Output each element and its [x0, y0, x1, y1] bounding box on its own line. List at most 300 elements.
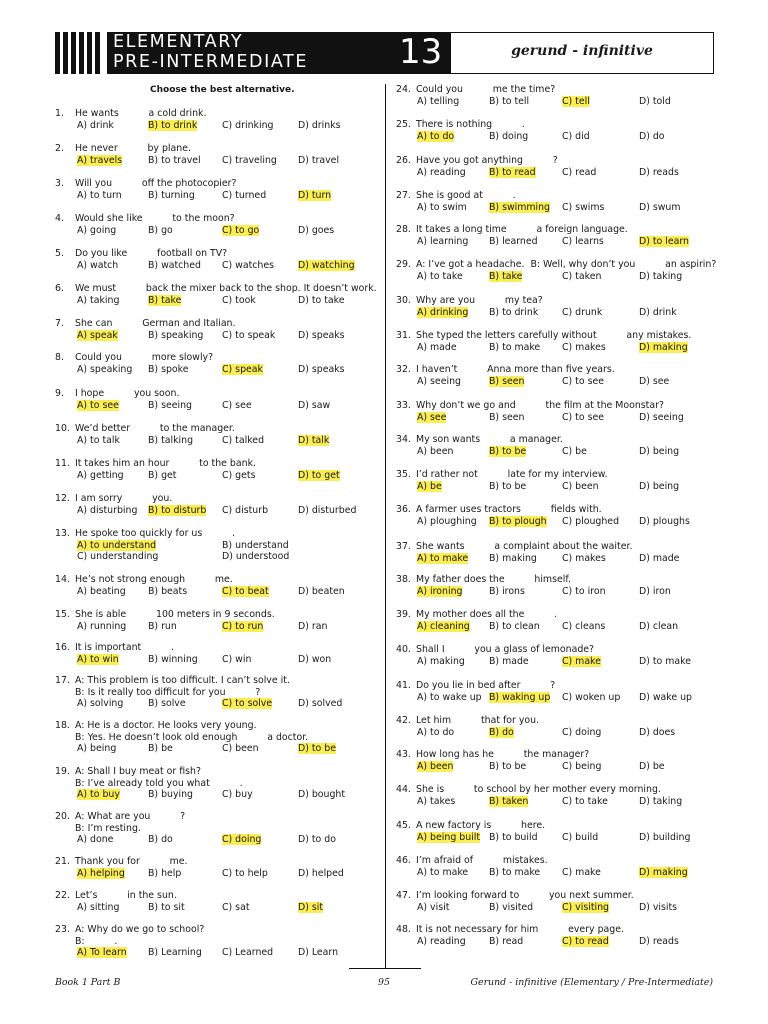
answer-option[interactable] — [77, 120, 114, 132]
answer-option[interactable] — [148, 435, 193, 447]
option-text: B) seeing — [148, 399, 192, 411]
answer-option[interactable] — [489, 867, 540, 879]
answer-option[interactable] — [417, 761, 453, 773]
answer-option[interactable] — [489, 692, 550, 704]
answer-option[interactable] — [417, 307, 468, 319]
answer-option[interactable] — [222, 364, 263, 376]
answer-option[interactable] — [417, 516, 477, 528]
answer-option[interactable] — [222, 435, 264, 447]
answer-option[interactable] — [222, 621, 263, 633]
answer-option[interactable] — [222, 551, 289, 563]
answer-option[interactable] — [562, 167, 596, 179]
option-text: A) taking — [77, 294, 120, 306]
answer-option[interactable] — [417, 656, 465, 668]
question-text: My son wants a manager. — [416, 434, 563, 445]
answer-option[interactable] — [148, 190, 195, 202]
answer-option[interactable] — [562, 96, 590, 108]
answer-option[interactable] — [489, 936, 523, 948]
option-text: B) to be — [489, 760, 527, 772]
answer-option[interactable] — [298, 225, 334, 237]
answer-option[interactable] — [417, 446, 453, 458]
answer-option[interactable] — [489, 553, 537, 565]
answer-option[interactable] — [639, 656, 691, 668]
answer-option[interactable] — [417, 202, 467, 214]
question-text: He spoke too quickly for us . — [75, 528, 236, 539]
option-text: C) watches — [222, 259, 275, 271]
answer-option[interactable] — [77, 789, 120, 801]
answer-option[interactable] — [562, 202, 604, 214]
option-text-highlighted: B) to read — [489, 166, 536, 178]
answer-option[interactable] — [489, 236, 538, 248]
answer-option[interactable] — [562, 586, 606, 598]
question-text: I haven’t Anna more than five years. — [416, 364, 615, 375]
answer-option[interactable] — [489, 307, 538, 319]
answer-option[interactable] — [639, 936, 679, 948]
question-number: 15. — [55, 609, 70, 620]
answer-option[interactable] — [222, 470, 255, 482]
answer-option[interactable] — [489, 167, 536, 179]
answer-option[interactable] — [298, 435, 329, 447]
instruction: Choose the best alternative. — [150, 85, 295, 95]
question-number: 17. — [55, 675, 70, 686]
answer-option[interactable] — [489, 516, 547, 528]
answer-option[interactable] — [77, 400, 119, 412]
option-text: A) making — [417, 655, 465, 667]
answer-option[interactable] — [639, 412, 684, 424]
answer-option[interactable] — [562, 902, 609, 914]
answer-option[interactable] — [77, 540, 156, 552]
answer-option[interactable] — [562, 446, 587, 458]
question-number: 42. — [396, 715, 411, 726]
answer-option[interactable] — [489, 796, 528, 808]
answer-option[interactable] — [148, 698, 186, 710]
answer-option[interactable] — [639, 621, 678, 633]
answer-option[interactable] — [148, 868, 181, 880]
answer-option[interactable] — [489, 202, 550, 214]
answer-option[interactable] — [148, 470, 176, 482]
question-text: I am sorry you. — [75, 493, 173, 504]
answer-option[interactable] — [489, 902, 533, 914]
option-text: A) to talk — [77, 434, 120, 446]
answer-option[interactable] — [489, 727, 514, 739]
option-text: C) to speak — [222, 329, 276, 341]
question-number: 41. — [396, 680, 411, 691]
answer-option[interactable] — [148, 155, 201, 167]
answer-option[interactable] — [562, 307, 602, 319]
answer-option[interactable] — [417, 832, 480, 844]
footer-rule — [349, 968, 421, 969]
answer-option[interactable] — [298, 505, 356, 517]
question-number: 38. — [396, 574, 411, 585]
answer-option[interactable] — [562, 761, 601, 773]
answer-option[interactable] — [222, 947, 273, 959]
answer-option[interactable] — [148, 295, 181, 307]
option-text: B) to tell — [489, 95, 530, 107]
answer-option[interactable] — [489, 271, 522, 283]
answer-option[interactable] — [148, 621, 177, 633]
question-number: 32. — [396, 364, 411, 375]
option-text-highlighted: A) be — [417, 480, 442, 492]
answer-option[interactable] — [77, 330, 118, 342]
answer-option[interactable] — [77, 225, 116, 237]
answer-option[interactable] — [562, 131, 590, 143]
answer-option[interactable] — [148, 743, 173, 755]
option-text-highlighted: C) to read — [562, 935, 609, 947]
answer-option[interactable] — [562, 867, 601, 879]
question-number: 18. — [55, 720, 70, 731]
answer-option[interactable] — [77, 470, 124, 482]
answer-option[interactable] — [639, 832, 690, 844]
option-text: C) doing — [562, 726, 602, 738]
answer-option[interactable] — [298, 654, 331, 666]
answer-option[interactable] — [298, 190, 331, 202]
option-text-highlighted: D) talk — [298, 434, 330, 446]
answer-option[interactable] — [562, 656, 601, 668]
option-text: D) reads — [639, 935, 679, 947]
answer-option[interactable] — [77, 947, 127, 959]
option-text: A) to take — [417, 270, 463, 282]
answer-option[interactable] — [77, 260, 118, 272]
option-text: D) ploughs — [639, 515, 690, 527]
question-number: 40. — [396, 644, 411, 655]
option-text: C) make — [562, 866, 601, 878]
option-text: D) taking — [639, 270, 683, 282]
answer-option[interactable] — [298, 902, 323, 914]
answer-option[interactable] — [298, 295, 345, 307]
question-number: 27. — [396, 190, 411, 201]
answer-option[interactable] — [222, 225, 259, 237]
answer-option[interactable] — [562, 516, 619, 528]
question-text: She is able 100 meters in 9 seconds. — [75, 609, 275, 620]
question-text: My father does the himself. — [416, 574, 571, 585]
answer-option[interactable] — [417, 167, 466, 179]
question-text: Do you lie in bed after ? — [416, 680, 556, 691]
option-text: B) to make — [489, 866, 541, 878]
option-text-highlighted: D) watching — [298, 259, 355, 271]
option-text: A) visit — [417, 901, 450, 913]
answer-option[interactable] — [77, 190, 122, 202]
answer-option[interactable] — [417, 936, 466, 948]
answer-option[interactable] — [639, 727, 675, 739]
answer-option[interactable] — [562, 236, 604, 248]
question-text: She can German and Italian. — [75, 318, 236, 329]
answer-option[interactable] — [639, 236, 689, 248]
option-text-highlighted: B) to plough — [489, 515, 547, 527]
option-text-highlighted: A) been — [417, 760, 454, 772]
answer-option[interactable] — [298, 586, 345, 598]
answer-option[interactable] — [77, 698, 123, 710]
answer-option[interactable] — [639, 342, 688, 354]
answer-option[interactable] — [562, 271, 601, 283]
option-text: D) does — [639, 726, 676, 738]
answer-option[interactable] — [489, 761, 526, 773]
option-text: D) to make — [639, 655, 691, 667]
option-text-highlighted: B) waking up — [489, 691, 551, 703]
option-text-highlighted: A) cleaning — [417, 620, 470, 632]
answer-option[interactable] — [77, 868, 125, 880]
answer-option[interactable] — [639, 376, 669, 388]
answer-option[interactable] — [417, 727, 454, 739]
option-text: C) win — [222, 653, 252, 665]
option-text-highlighted: C) doing — [222, 834, 262, 846]
answer-option[interactable] — [77, 155, 122, 167]
answer-option[interactable] — [148, 586, 187, 598]
option-text-highlighted: B) to be — [489, 445, 527, 457]
option-text: A) watch — [77, 259, 119, 271]
answer-option[interactable] — [298, 621, 327, 633]
option-text: B) understand — [222, 539, 289, 551]
question-number: 39. — [396, 609, 411, 620]
option-text: B) visited — [489, 901, 534, 913]
option-text: C) ploughed — [562, 515, 620, 527]
option-text: A) speaking — [77, 363, 133, 375]
answer-option[interactable] — [222, 654, 251, 666]
answer-option[interactable] — [639, 271, 682, 283]
answer-option[interactable] — [639, 446, 679, 458]
answer-option[interactable] — [639, 586, 671, 598]
answer-option[interactable] — [222, 743, 259, 755]
answer-option[interactable] — [417, 96, 459, 108]
answer-option[interactable] — [562, 936, 609, 948]
question-text: She is to school by her mother every morning. — [416, 784, 661, 795]
answer-option[interactable] — [298, 400, 330, 412]
option-text-highlighted: B) take — [489, 270, 523, 282]
answer-option[interactable] — [489, 131, 528, 143]
question-number: 43. — [396, 749, 411, 760]
answer-option[interactable] — [639, 202, 680, 214]
option-text: D) speaks — [298, 329, 345, 341]
answer-option[interactable] — [639, 867, 688, 879]
answer-option[interactable] — [639, 167, 679, 179]
option-text: B) to be — [489, 480, 527, 492]
answer-option[interactable] — [298, 120, 341, 132]
option-text: D) seeing — [639, 411, 684, 423]
question-text: It is important . — [75, 642, 174, 653]
answer-option[interactable] — [222, 400, 252, 412]
answer-option[interactable] — [489, 481, 526, 493]
answer-option[interactable] — [417, 867, 468, 879]
answer-option[interactable] — [222, 834, 261, 846]
answer-option[interactable] — [298, 789, 345, 801]
answer-option[interactable] — [562, 832, 598, 844]
option-text: C) been — [222, 743, 259, 755]
answer-option[interactable] — [639, 902, 677, 914]
answer-option[interactable] — [562, 481, 599, 493]
option-text: D) taking — [639, 795, 683, 807]
answer-option[interactable] — [222, 789, 253, 801]
option-text: A) running — [77, 620, 127, 632]
answer-option[interactable] — [148, 225, 173, 237]
answer-option[interactable] — [639, 796, 682, 808]
answer-option[interactable] — [417, 412, 446, 424]
answer-option[interactable] — [639, 761, 665, 773]
answer-option[interactable] — [222, 540, 289, 552]
option-text-highlighted: A) to win — [77, 653, 119, 665]
answer-option[interactable] — [298, 834, 336, 846]
answer-option[interactable] — [489, 342, 540, 354]
answer-option[interactable] — [639, 553, 679, 565]
answer-option[interactable] — [417, 131, 454, 143]
option-text: A) solving — [77, 698, 124, 710]
question-number: 28. — [396, 224, 411, 235]
option-text: C) makes — [562, 552, 606, 564]
option-text: D) made — [639, 552, 680, 564]
option-text: A) drink — [77, 119, 114, 131]
answer-option[interactable] — [562, 621, 605, 633]
option-text: D) ran — [298, 620, 328, 632]
answer-option[interactable] — [148, 120, 197, 132]
answer-option[interactable] — [222, 902, 250, 914]
question-number: 24. — [396, 84, 411, 95]
answer-option[interactable] — [489, 446, 526, 458]
answer-option[interactable] — [639, 307, 677, 319]
option-text: A) reading — [417, 935, 466, 947]
question-text: Thank you for me. — [75, 856, 188, 867]
answer-option[interactable] — [298, 260, 355, 272]
answer-option[interactable] — [639, 692, 692, 704]
answer-option[interactable] — [148, 834, 173, 846]
answer-option[interactable] — [562, 692, 620, 704]
answer-option[interactable] — [639, 516, 690, 528]
answer-option[interactable] — [562, 553, 606, 565]
answer-option[interactable] — [639, 96, 671, 108]
option-text: A) takes — [417, 795, 456, 807]
question-number: 4. — [55, 213, 64, 224]
answer-option[interactable] — [77, 295, 119, 307]
option-text: C) read — [562, 166, 597, 178]
option-text: C) drunk — [562, 306, 603, 318]
level-line-2: PRE-INTERMEDIATE — [113, 52, 308, 72]
answer-option[interactable] — [562, 342, 606, 354]
answer-option[interactable] — [148, 789, 193, 801]
option-text-highlighted: C) to go — [222, 224, 260, 236]
answer-option[interactable] — [148, 330, 203, 342]
answer-option[interactable] — [222, 155, 277, 167]
page-number: 95 — [378, 977, 390, 988]
answer-option[interactable] — [77, 621, 126, 633]
answer-option[interactable] — [417, 342, 457, 354]
answer-option[interactable] — [417, 376, 461, 388]
answer-option[interactable] — [222, 698, 272, 710]
answer-option[interactable] — [489, 96, 529, 108]
answer-option[interactable] — [77, 551, 158, 563]
answer-option[interactable] — [489, 656, 529, 668]
option-text-highlighted: A) to understand — [77, 539, 157, 551]
answer-option[interactable] — [77, 586, 126, 598]
answer-option[interactable] — [77, 834, 113, 846]
answer-option[interactable] — [417, 692, 482, 704]
option-text-highlighted: D) making — [639, 341, 688, 353]
answer-option[interactable] — [148, 654, 198, 666]
answer-option[interactable] — [77, 364, 132, 376]
question-text: How long has he the manager? — [416, 749, 590, 760]
question-number: 20. — [55, 811, 70, 822]
answer-option[interactable] — [222, 190, 266, 202]
answer-option[interactable] — [562, 376, 604, 388]
question-number: 14. — [55, 574, 70, 585]
answer-option[interactable] — [148, 364, 189, 376]
answer-option[interactable] — [489, 586, 525, 598]
answer-option[interactable] — [222, 868, 268, 880]
option-text: C) taken — [562, 270, 602, 282]
answer-option[interactable] — [298, 868, 344, 880]
option-text: B) spoke — [148, 363, 189, 375]
answer-option[interactable] — [77, 505, 137, 517]
option-text: B) be — [148, 743, 173, 755]
option-text: A) being — [77, 743, 117, 755]
answer-option[interactable] — [148, 902, 185, 914]
footer-title: Gerund - infinitive (Elementary / Pre-Intermediate) — [470, 977, 713, 988]
option-text-highlighted: A) to see — [77, 399, 119, 411]
answer-option[interactable] — [639, 481, 679, 493]
answer-option[interactable] — [298, 330, 345, 342]
answer-option[interactable] — [489, 832, 538, 844]
option-text: D) drinks — [298, 119, 341, 131]
answer-option[interactable] — [222, 586, 269, 598]
option-text: B) watched — [148, 259, 201, 271]
answer-option[interactable] — [298, 743, 336, 755]
option-text: C) talked — [222, 434, 265, 446]
option-text-highlighted: C) visiting — [562, 901, 609, 913]
answer-option[interactable] — [562, 727, 601, 739]
answer-option[interactable] — [298, 364, 345, 376]
answer-option[interactable] — [222, 295, 256, 307]
answer-option[interactable] — [417, 236, 468, 248]
answer-option[interactable] — [417, 481, 442, 493]
answer-option[interactable] — [639, 131, 665, 143]
answer-option[interactable] — [148, 505, 206, 517]
option-text: C) disturb — [222, 504, 269, 516]
answer-option[interactable] — [77, 654, 119, 666]
answer-option[interactable] — [77, 902, 119, 914]
answer-option[interactable] — [298, 947, 338, 959]
answer-option[interactable] — [148, 260, 201, 272]
option-text: B) read — [489, 935, 524, 947]
answer-option[interactable] — [222, 330, 275, 342]
answer-option[interactable] — [417, 586, 462, 598]
option-text: A) reading — [417, 166, 466, 178]
answer-option[interactable] — [148, 947, 202, 959]
answer-option[interactable] — [417, 902, 449, 914]
answer-option[interactable] — [222, 120, 273, 132]
answer-option[interactable] — [489, 376, 524, 388]
answer-option[interactable] — [417, 271, 463, 283]
option-text-highlighted: C) make — [562, 655, 601, 667]
answer-option[interactable] — [489, 621, 540, 633]
answer-option[interactable] — [298, 698, 342, 710]
answer-option[interactable] — [77, 435, 120, 447]
option-text-highlighted: D) sit — [298, 901, 324, 913]
option-text: A) been — [417, 445, 454, 457]
answer-option[interactable] — [562, 796, 608, 808]
answer-option[interactable] — [222, 505, 268, 517]
question-text: Why don’t we go and the film at the Moonstar? — [416, 400, 664, 411]
answer-option[interactable] — [77, 743, 116, 755]
option-text: B) buying — [148, 789, 194, 801]
answer-option[interactable] — [222, 260, 274, 272]
answer-option[interactable] — [562, 412, 604, 424]
answer-option[interactable] — [417, 796, 455, 808]
answer-option[interactable] — [489, 412, 524, 424]
answer-option[interactable] — [417, 553, 468, 565]
question-number: 37. — [396, 541, 411, 552]
answer-option[interactable] — [148, 400, 192, 412]
answer-option[interactable] — [298, 155, 339, 167]
option-text: B) learned — [489, 235, 538, 247]
answer-option[interactable] — [417, 621, 470, 633]
question-text: She is good at . — [416, 190, 516, 201]
answer-option[interactable] — [298, 470, 340, 482]
